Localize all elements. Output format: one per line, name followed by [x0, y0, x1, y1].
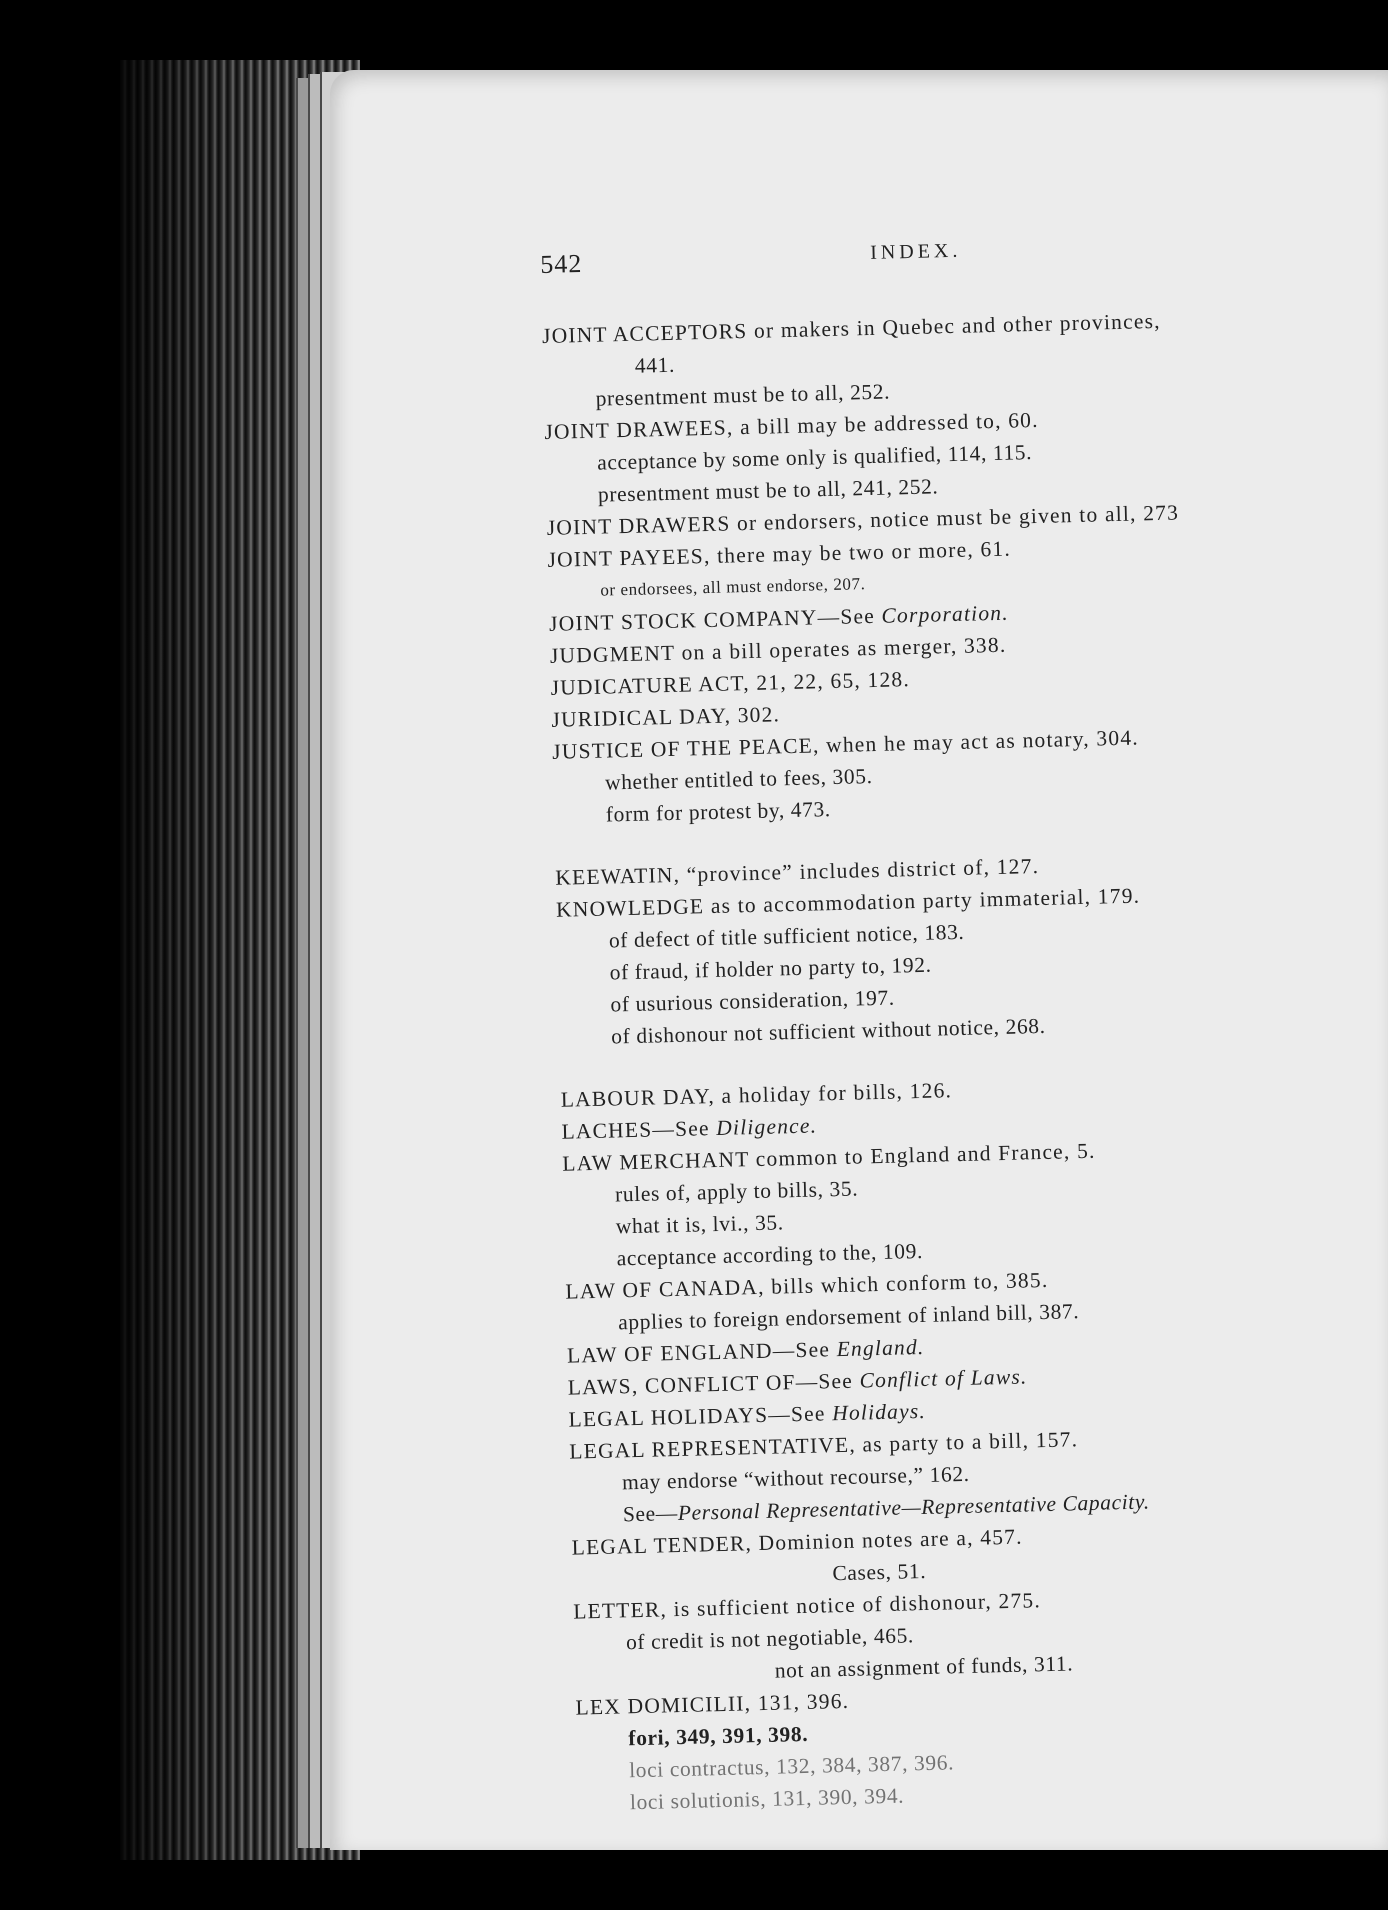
index-entries — [542, 299, 1388, 1819]
cross-reference: Corporation. — [881, 600, 1010, 628]
entry-text: LAWS, CONFLICT OF—See — [567, 1368, 860, 1400]
entry-text: presentment must be to all, 252. — [595, 379, 891, 411]
index-section — [542, 299, 1388, 831]
entry-text: LAW OF CANADA, bills which conform to, 385. — [565, 1267, 1049, 1304]
entry-text: of credit is not negotiable, 465. — [625, 1623, 915, 1655]
running-head: INDEX. — [869, 239, 962, 264]
entry-text: fori, 349, 391, 398. — [628, 1721, 809, 1751]
entry-text: of defect of title sufficient notice, 183. — [608, 919, 965, 953]
page-header — [540, 229, 1381, 290]
entry-text: or endorsees, all must endorse, 207. — [600, 574, 866, 600]
entry-text: presentment must be to all, 241, 252. — [597, 474, 939, 507]
cross-reference: Personal Representative—Representative Capacity. — [677, 1489, 1151, 1526]
entry-text: JOINT STOCK COMPANY—See — [548, 603, 882, 636]
entry-text: whether entitled to fees, 305. — [604, 764, 873, 795]
book-page — [330, 70, 1388, 1850]
entry-text: LAW MERCHANT common to England and France, 5. — [562, 1138, 1096, 1176]
entry-text: of dishonour not sufficient without notice, 268. — [610, 1013, 1046, 1049]
entry-text: JUDGMENT on a bill operates as merger, 338. — [549, 632, 1007, 668]
entry-text: LACHES—See — [561, 1115, 717, 1144]
page-text-block — [540, 229, 1388, 1849]
entry-text: form for protest by, 473. — [605, 797, 832, 827]
entry-text: applies to foreign endorsement of inland bill, 387. — [617, 1299, 1080, 1335]
entry-text: JUSTICE OF THE PEACE, when he may act as notary, 304. — [551, 725, 1140, 764]
entry-text: See— — [622, 1501, 679, 1527]
entry-text: KEEWATIN, “province” includes district of, 127. — [555, 853, 1040, 890]
entry-text: 441. — [634, 352, 676, 378]
entry-text: loci contractus, 132, 384, 387, 396. — [628, 1750, 955, 1783]
entry-text: LABOUR DAY, a holiday for bills, 126. — [560, 1078, 953, 1112]
entry-text: LEGAL REPRESENTATIVE, as party to a bill, 157. — [569, 1427, 1079, 1464]
entry-text: JOINT ACCEPTORS or makers in Quebec and other provinces, — [541, 308, 1161, 348]
entry-text: acceptance by some only is qualified, 114, 115. — [596, 440, 1033, 475]
entry-text: not an assignment of funds, 311. — [774, 1651, 1074, 1683]
entry-text: what it is, lvi., 35. — [615, 1210, 785, 1239]
entry-text: LETTER, is sufficient notice of dishonour, 275. — [572, 1588, 1042, 1624]
entry-text: LEGAL HOLIDAYS—See — [568, 1401, 833, 1432]
entry-text: JOINT PAYEES, there may be two or more, 61. — [547, 536, 1012, 572]
entry-text: JUDICATURE ACT, 21, 22, 65, 128. — [550, 667, 911, 700]
entry-text: JURIDICAL DAY, 302. — [551, 702, 781, 732]
entry-text: LEX DOMICILII, 131, 396. — [575, 1688, 850, 1720]
cross-reference: Holidays. — [831, 1398, 927, 1426]
cross-reference: Diligence. — [715, 1113, 818, 1140]
entry-text: LAW OF ENGLAND—See — [566, 1337, 837, 1368]
page-number: 542 — [540, 248, 583, 279]
entry-text: KNOWLEDGE as to accommodation party immaterial, 179. — [555, 883, 1141, 922]
entry-text: LEGAL TENDER, Dominion notes are a, 457. — [571, 1524, 1023, 1560]
entry-text: Cases, 51. — [832, 1558, 927, 1586]
cross-reference: England. — [836, 1334, 925, 1362]
entry-text: loci solutionis, 131, 390, 394. — [629, 1783, 905, 1815]
index-section — [560, 1063, 1388, 1819]
entry-text: of usurious consideration, 197. — [610, 985, 895, 1017]
entry-text: acceptance according to the, 109. — [616, 1238, 924, 1271]
entry-text: JOINT DRAWERS or endorsers, notice must be given to all, 273 — [546, 500, 1180, 540]
entry-text: may endorse “without recourse,” 162. — [621, 1461, 970, 1495]
entry-text: of fraud, if holder no party to, 192. — [609, 952, 932, 985]
entry-text: rules of, apply to bills, 35. — [614, 1176, 859, 1207]
cross-reference: Conflict of Laws. — [859, 1364, 1028, 1393]
entry-text: JOINT DRAWEES, a bill may be addressed to, 60. — [544, 407, 1039, 444]
index-section — [555, 841, 1388, 1053]
